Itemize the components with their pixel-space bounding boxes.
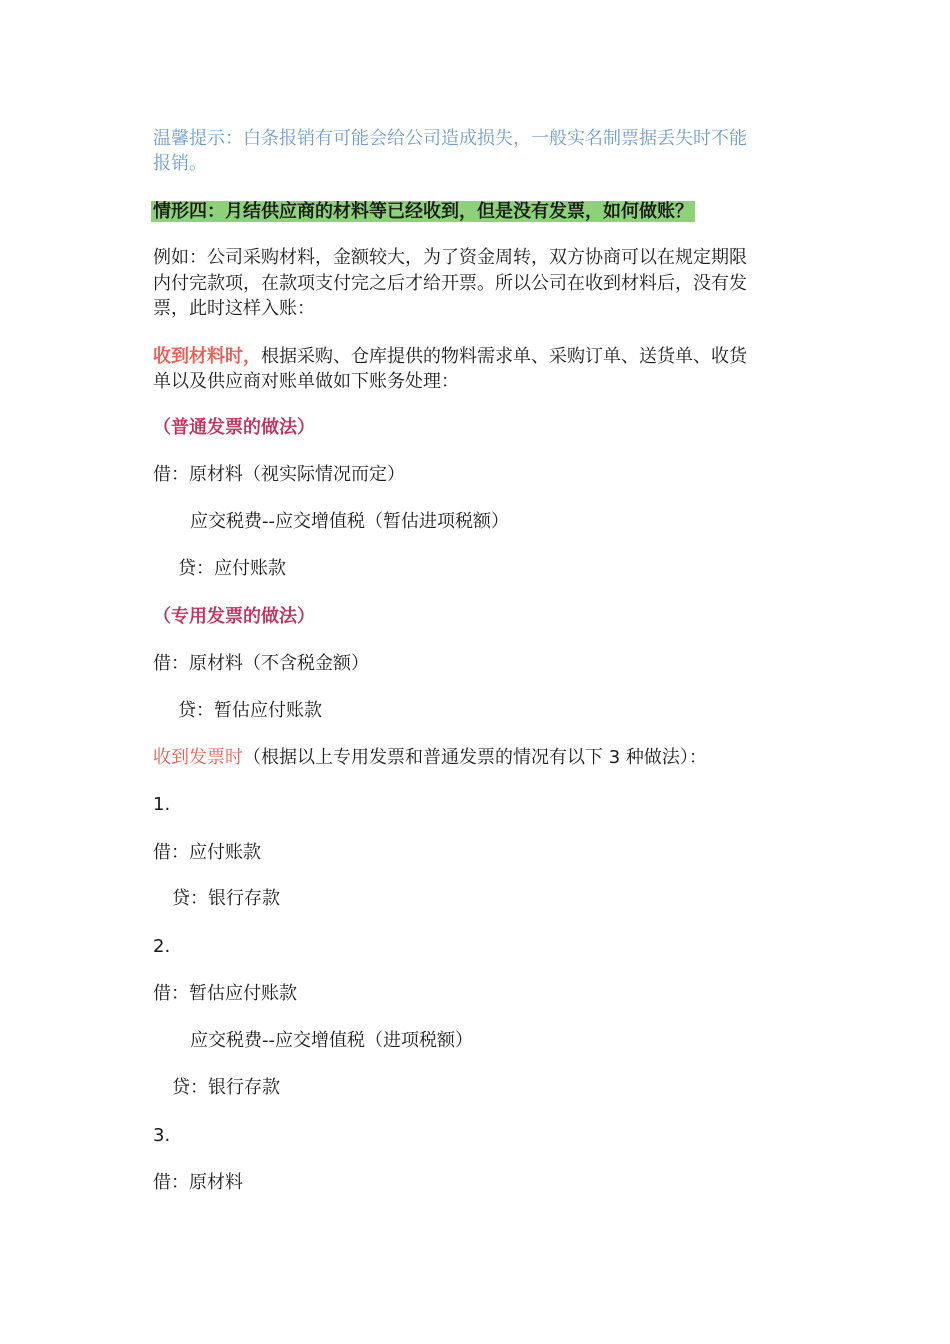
method-3-number: 3.: [153, 1125, 171, 1146]
tip-line-1: 温馨提示：白条报销有可能会给公司造成损失，一般实名制票据丢失时不能: [153, 128, 747, 149]
example-line-1: 例如：公司采购材料，金额较大，为了资金周转，双方协商可以在规定期限: [153, 247, 747, 268]
receive-material-text: 根据采购、仓库提供的物料需求单、采购订单、送货单、收货: [261, 346, 747, 367]
receive-material-line-2: 单以及供应商对账单做如下账务处理：: [153, 371, 459, 392]
tip-line-2: 报销。: [153, 153, 207, 174]
method-2-debit-1: 借：暂估应付账款: [153, 983, 297, 1004]
receive-invoice-line: [153, 745, 707, 770]
method-1-number: 1.: [153, 794, 171, 815]
receive-material-label: 收到材料时，: [153, 346, 261, 367]
method-2-credit: 贷：银行存款: [172, 1077, 280, 1098]
receive-material-line-1: [153, 344, 747, 369]
method-1-credit: 贷：银行存款: [172, 888, 280, 909]
method-3-debit: 借：原材料: [153, 1172, 243, 1193]
ordinary-credit: 贷：应付账款: [178, 558, 286, 579]
ordinary-debit-1: 借：原材料（视实际情况而定）: [153, 464, 405, 485]
special-debit-1: 借：原材料（不含税金额）: [153, 653, 369, 674]
method-2-debit-2: 应交税费--应交增值税（进项税额）: [190, 1030, 473, 1051]
section-heading-text: 情形四：月结供应商的材料等已经收到，但是没有发票，如何做账？: [153, 201, 693, 222]
method-2-number: 2.: [153, 936, 171, 957]
section-heading: [151, 199, 695, 224]
special-invoice-title: （专用发票的做法）: [153, 606, 315, 627]
receive-invoice-label: 收到发票时: [153, 747, 243, 768]
method-1-debit: 借：应付账款: [153, 842, 261, 863]
ordinary-debit-2: 应交税费--应交增值税（暂估进项税额）: [190, 511, 509, 532]
receive-invoice-text: （根据以上专用发票和普通发票的情况有以下 3 种做法）：: [243, 747, 707, 768]
example-line-3: 票，此时这样入账：: [153, 298, 315, 319]
example-line-2: 内付完款项，在款项支付完之后才给开票。所以公司在收到材料后，没有发: [153, 273, 747, 294]
ordinary-invoice-title: （普通发票的做法）: [153, 417, 315, 438]
special-credit: 贷：暂估应付账款: [178, 700, 322, 721]
